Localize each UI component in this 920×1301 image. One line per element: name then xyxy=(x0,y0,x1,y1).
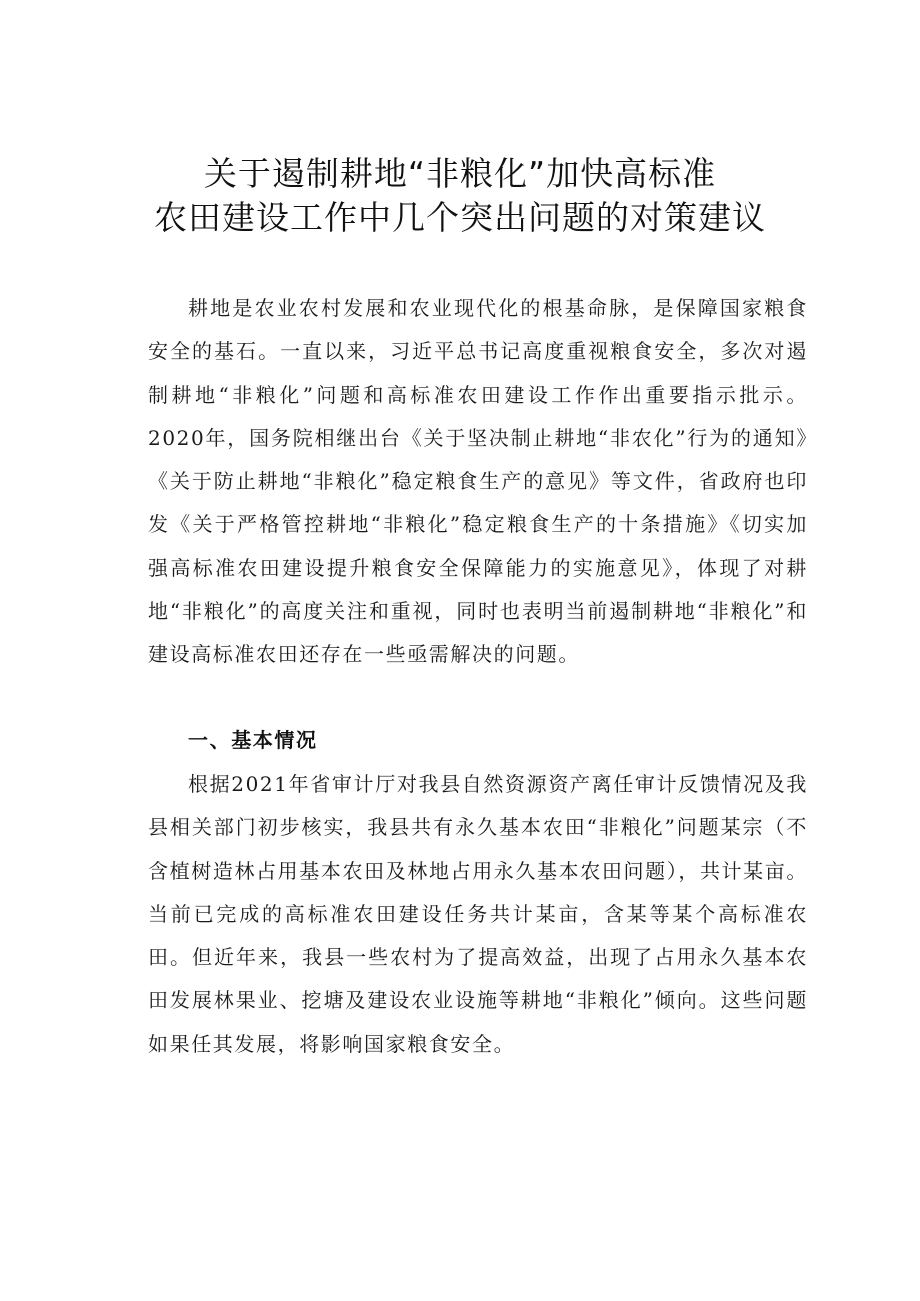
document-title xyxy=(120,152,800,240)
document-title-line-1: 关于遏制耕地“非粮化”加快高标准 xyxy=(203,154,717,193)
intro-paragraph: 耕地是农业农村发展和农业现代化的根基命脉，是保障国家粮食安全的基石。一直以来，习近平总书记高度重视粮食安全，多次对遏制耕地“非粮化”问题和高标准农田建设工作作出重要指示批示。2020年，国务院相继出台《关于坚决制止耕地“非农化”行为的通知》《关于防止耕地“非粮化”稳定粮食生产的意见》等文件，省政府也印发《关于严格管控耕地“非粮化”稳定粮食生产的十条措施》《切实加强高标准农田建设提升粮食安全保障能力的实施意见》，体现了对耕地“非粮化”的高度关注和重视，同时也表明当前遏制耕地“非粮化”和建设高标准农田还存在一些亟需解决的问题。 xyxy=(148,296,808,667)
basic-situation-paragraph: 根据2021年省审计厅对我县自然资源资产离任审计反馈情况及我县相关部门初步核实，我县共有永久基本农田“非粮化”问题某宗（不含植树造林占用基本农田及林地占用永久基本农田问题），共计某亩。当前已完成的高标准农田建设任务共计某亩，含某等某个高标准农田。但近年来，我县一些农村为了提高效益，出现了占用永久基本农田发展林果业、挖塘及建设农业设施等耕地“非粮化”倾向。这些问题如果任其发展，将影响国家粮食安全。 xyxy=(148,772,808,1056)
section-heading-basic-situation: 一、基本情况 xyxy=(188,728,318,752)
document-title-line-2: 农田建设工作中几个突出问题的对策建议 xyxy=(154,198,766,237)
